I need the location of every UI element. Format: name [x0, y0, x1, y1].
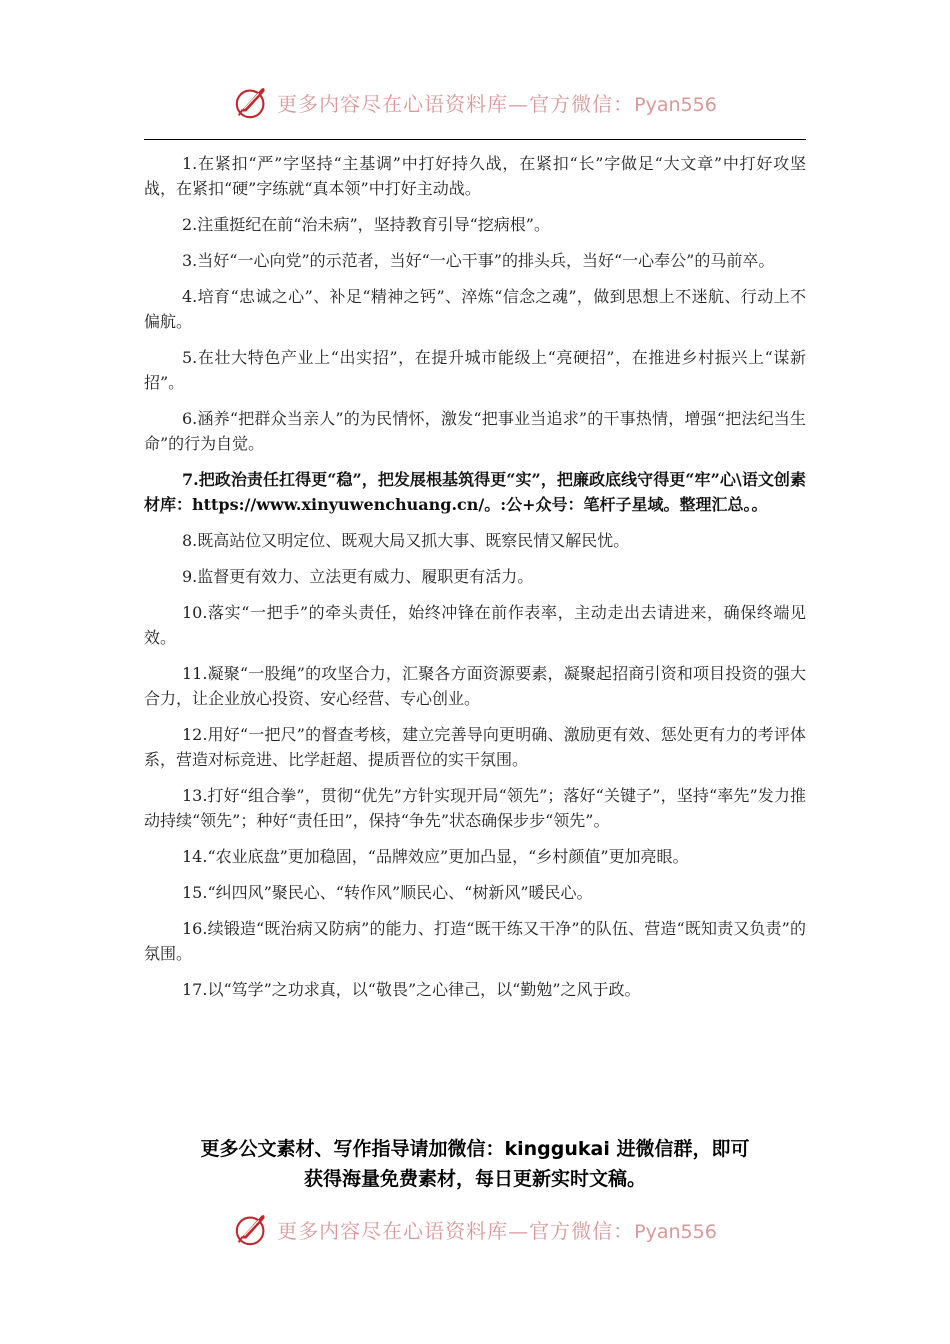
header-wechat-id: Pyan556: [634, 93, 717, 116]
quill-logo-icon: [233, 83, 271, 121]
promo-line-2: 获得海量免费素材，每日更新实时文稿。: [303, 1168, 646, 1190]
list-item: 9.监督更有效力、立法更有威力、履职更有活力。: [182, 567, 534, 586]
list-item: 17.以“笃学”之功求真，以“敬畏”之心律己，以“勤勉”之风于政。: [182, 980, 641, 999]
list-item: 11.凝聚“一股绳”的攻坚合力，汇聚各方面资源要素，凝聚起招商引资和项目投资的强大合力，让企业放心投资、安心经营、专心创业。: [144, 664, 806, 708]
list-item: 5.在壮大特色产业上“出实招”，在提升城市能级上“亮硬招”，在推进乡村振兴上“谋新招”。: [144, 348, 806, 392]
list-item: 13.打好“组合拳”，贯彻“优先”方针实现开局“领先”；落好“关键子”，坚持“率先”发力推动持续“领先”；种好“责任田”，保持“争先”状态确保步步“领先”。: [144, 786, 806, 830]
list-item: 14.“农业底盘”更加稳固，“品牌效应”更加凸显，“乡村颜值”更加亮眼。: [182, 847, 689, 866]
footer-wechat-id: Pyan556: [634, 1220, 717, 1243]
quill-logo-icon: [233, 1210, 271, 1248]
footer-banner-label: 更多内容尽在心语资料库—官方微信：: [277, 1218, 635, 1243]
list-item: 12.用好“一把尺”的督查考核，建立完善导向更明确、激励更有效、惩处更有力的考评体系，营造对标竞进、比学赶超、提质晋位的实干氛围。: [144, 725, 806, 769]
list-item: 16.续锻造“既治病又防病”的能力、打造“既干练又干净”的队伍、营造“既知责又负责”的氛围。: [144, 919, 806, 963]
list-item: 1.在紧扣“严”字坚持“主基调”中打好持久战，在紧扣“长”字做足“大文章”中打好攻坚战，在紧扣“硬”字练就“真本领”中打好主动战。: [144, 154, 806, 198]
promo-line-1: 更多公文素材、写作指导请加微信：kinggukai 进微信群，即可: [200, 1138, 750, 1160]
header-banner-text: [277, 88, 717, 117]
list-item: 8.既高站位又明定位、既观大局又抓大事、既察民情又解民忧。: [182, 531, 630, 550]
document-body: [144, 151, 806, 1013]
header-banner-label: 更多内容尽在心语资料库—官方微信：: [277, 91, 635, 116]
footer-banner: [0, 1207, 950, 1251]
footer-banner-text: [277, 1215, 717, 1244]
list-item: 2.注重挺纪在前“治未病”，坚持教育引导“挖病根”。: [182, 215, 550, 234]
promo-text: [120, 1134, 830, 1194]
list-item: 4.培育“忠诚之心”、补足“精神之钙”、淬炼“信念之魂”，做到思想上不迷航、行动上不偏航。: [144, 287, 806, 331]
list-item: 15.“纠四风”聚民心、“转作风”顺民心、“树新风”暖民心。: [182, 883, 593, 902]
list-item: 10.落实“一把手”的牵头责任，始终冲锋在前作表率，主动走出去请进来，确保终端见效。: [144, 603, 806, 647]
list-item: 3.当好“一心向党”的示范者，当好“一心干事”的排头兵，当好“一心奉公”的马前卒。: [182, 251, 775, 270]
list-item: 6.涵养“把群众当亲人”的为民情怀，激发“把事业当追求”的干事热情，增强“把法纪当生命”的行为自觉。: [144, 409, 806, 453]
header-banner: [0, 80, 950, 124]
header-divider: [144, 139, 806, 140]
list-item: 7.把政治责任扛得更“稳”，把发展根基筑得更“实”，把廉政底线守得更“牢”心\语文创素材库：https://www.xinyuwenchuang.cn/。:公+众号：笔杆子星域。整理汇总。。: [144, 470, 806, 514]
